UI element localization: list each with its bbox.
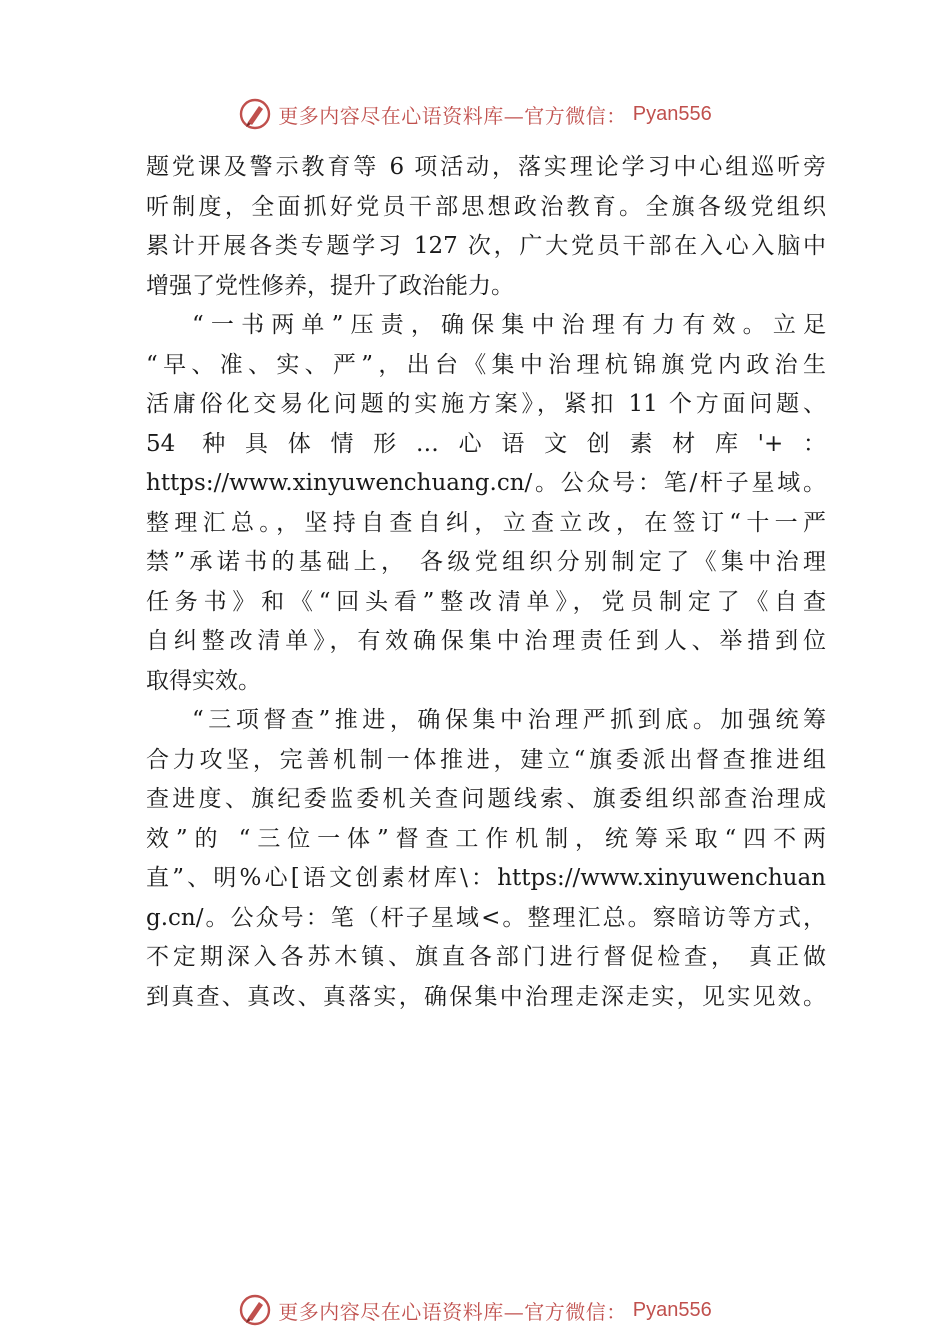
body-line: 整理汇总。，坚持自查自纠，立查立改，在签订“十一严: [146, 509, 826, 536]
header-banner: [0, 94, 950, 134]
body-line: 活庸俗化交易化问题的实施方案》，紧扣 11 个方面问题、: [146, 391, 826, 417]
footer-promo-text: 更多内容尽在心语资料库—官方微信：: [278, 1299, 627, 1324]
body-line: “早、准、实、严”，出台《集中治理杭锦旗党内政治生: [146, 351, 826, 378]
document-body: [146, 148, 826, 1017]
body-line: https://www.xinyuwenchuang.cn/。公众号：笔/杆子星域。: [146, 470, 826, 496]
footer-wechat-handle: Pyan556: [632, 1298, 712, 1321]
paragraph-heading-line: “三项督查”推进，确保集中治理严抓到底。加强统筹: [192, 707, 826, 733]
body-line: 自纠整改清单》，有效确保集中治理责任到人、举措到位: [146, 628, 826, 654]
body-line: 增强了党性修养，提升了政治能力。: [146, 272, 514, 299]
header-promo-text: 更多内容尽在心语资料库—官方微信：: [278, 103, 627, 128]
body-line: 听制度，全面抓好党员干部思想政治教育。全旗各级党组织: [146, 193, 826, 220]
paragraph-heading-line: “一书两单”压责，确保集中治理有力有效。立足: [192, 312, 826, 338]
body-line: 54 种具体情形…心语文创素材库'+：: [146, 430, 826, 457]
pen-logo-icon: [238, 97, 272, 131]
body-line: 任务书》和《“回头看”整改清单》，党员制定了《自查: [146, 588, 826, 615]
footer-banner: [0, 1290, 950, 1330]
body-line: 题党课及警示教育等 6 项活动，落实理论学习中心组巡听旁: [146, 154, 826, 180]
body-line: 到真查、真改、真落实，确保集中治理走深走实，见实见效。: [146, 983, 826, 1010]
header-wechat-handle: Pyan556: [632, 102, 712, 125]
body-line: 查进度、旗纪委监委机关查问题线索、旗委组织部查治理成: [146, 786, 826, 812]
body-line: 合力攻坚，完善机制一体推进，建立“旗委派出督查推进组: [146, 746, 826, 773]
body-line: 累计开展各类专题学习 127 次，广大党员干部在入心入脑中: [146, 233, 826, 259]
body-line: 禁”承诺书的基础上， 各级党组织分别制定了《集中治理: [146, 549, 826, 575]
body-line: 不定期深入各苏木镇、旗直各部门进行督促检查， 真正做: [146, 944, 826, 970]
pen-logo-icon: [238, 1293, 272, 1327]
body-line: g.cn/。公众号：笔（杆子星域<。整理汇总。察暗访等方式，: [146, 904, 826, 931]
body-line: 效”的 “三位一体”督查工作机制，统筹采取“四不两: [146, 825, 826, 852]
body-line: 取得实效。: [146, 667, 261, 694]
body-line: 直”、明%心[语文创素材库\：https://www.xinyuwenchuan: [146, 865, 826, 891]
